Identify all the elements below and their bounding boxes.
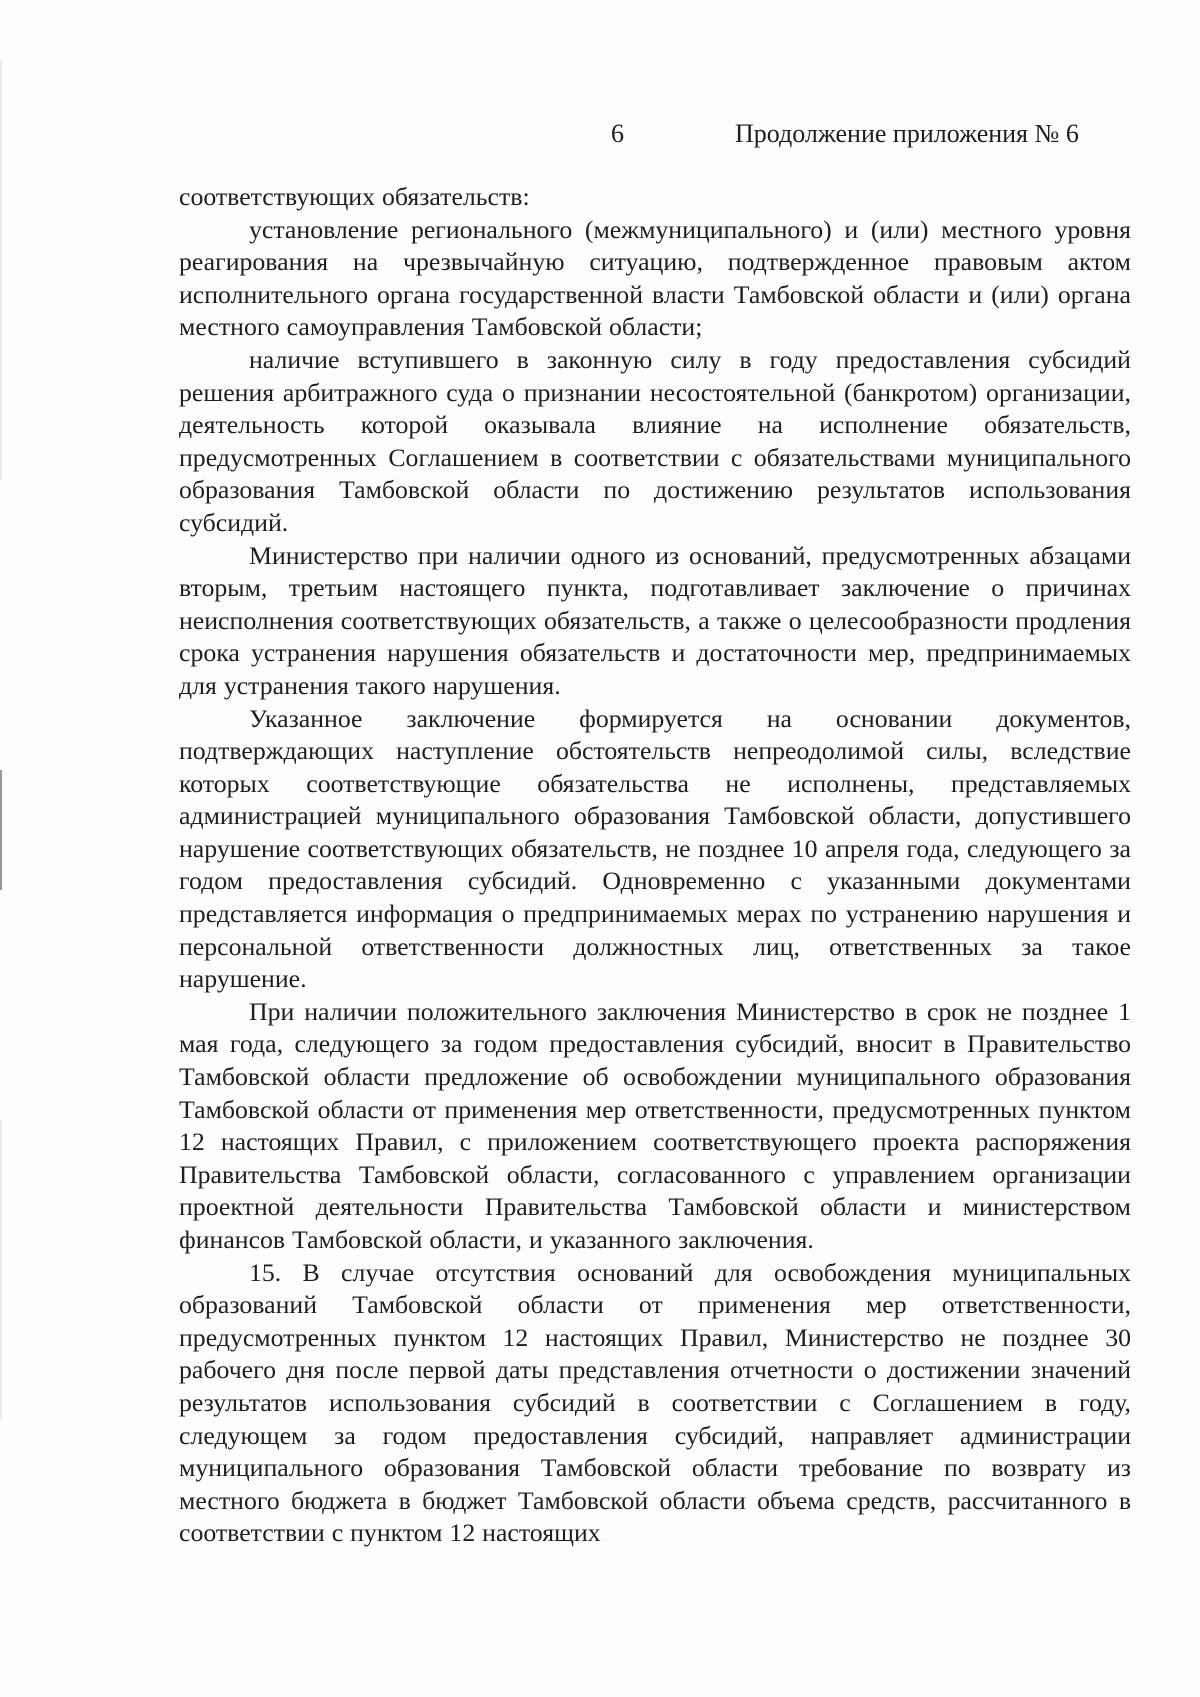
paragraph-item-15: 15. В случае отсутствия оснований для освобождения муниципальных образований Тамбовской области от применения мер ответственности, предусмотренных пунктом 12 настоящих Правил, Министерство не позднее 30 рабочего дня после первой даты представления отчетности о достижении значений результатов использования субсидий в соответствии с Соглашением в году, следующем за годом предоставления субсидий, направляет администрации муниципального образования Тамбовской области требование по возврату из местного бюджета в бюджет Тамбовской области объема средств, рассчитанного в соответствии с пунктом 12 настоящих xyxy=(179,1257,1131,1548)
paragraph: При наличии положительного заключения Министерство в срок не позднее 1 мая года, следующего за годом предоставления субсидий, вносит в Правительство Тамбовской области предложение об освобождении муниципального образования Тамбовской области от применения мер ответственности, предусмотренных пунктом 12 настоящих Правил, с приложением соответствующего проекта распоряжения Правительства Тамбовской области, согласованного с управлением организации проектной деятельности Правительства Тамбовской области и министерством финансов Тамбовской области, и указанного заключения. xyxy=(179,996,1131,1254)
paragraph-continuation: соответствующих обязательств: xyxy=(179,182,530,211)
paragraph: Министерство при наличии одного из оснований, предусмотренных абзацами вторым, третьим настоящего пункта, подготавливает заключение о причинах неисполнения соответствующих обязательств, а также о целесообразности продления срока устранения нарушения обязательств и достаточности мер, предпринимаемых для устранения такого нарушения. xyxy=(179,540,1131,700)
paragraph: наличие вступившего в законную силу в году предоставления субсидий решения арбитражного суда о признании несостоятельной (банкротом) организации, деятельность которой оказывала влияние на исполнение обязательств, предусмотренных Соглашением в соответствии с обязательствами муниципального образования Тамбовской области по достижению результатов использования субсидий. xyxy=(179,344,1131,537)
appendix-header: Продолжение приложения № 6 xyxy=(735,119,1079,148)
scan-edge-mark xyxy=(0,770,2,890)
scan-edge-mark xyxy=(0,1120,2,1420)
paragraph: Указанное заключение формируется на основании документов, подтверждающих наступление обстоятельств непреодолимой силы, вследствие которых соответствующие обязательства не исполнены, представляемых администрацией муниципального образования Тамбовской области, допустившего нарушение соответствующих обязательств, не позднее 10 апреля года, следующего за годом предоставления субсидий. Одновременно с указанными документами представляется информация о предпринимаемых мерах по устранению нарушения и персональной ответственности должностных лиц, ответственных за такое нарушение. xyxy=(179,703,1131,994)
page-number: 6 xyxy=(611,119,624,148)
scan-edge-mark xyxy=(0,60,2,480)
document-body xyxy=(179,181,1131,1550)
paragraph: установление регионального (межмуниципального) и (или) местного уровня реагирования на чрезвычайную ситуацию, подтвержденное правовым актом исполнительного органа государственной власти Тамбовской области и (или) органа местного самоуправления Тамбовской области; xyxy=(179,214,1131,342)
